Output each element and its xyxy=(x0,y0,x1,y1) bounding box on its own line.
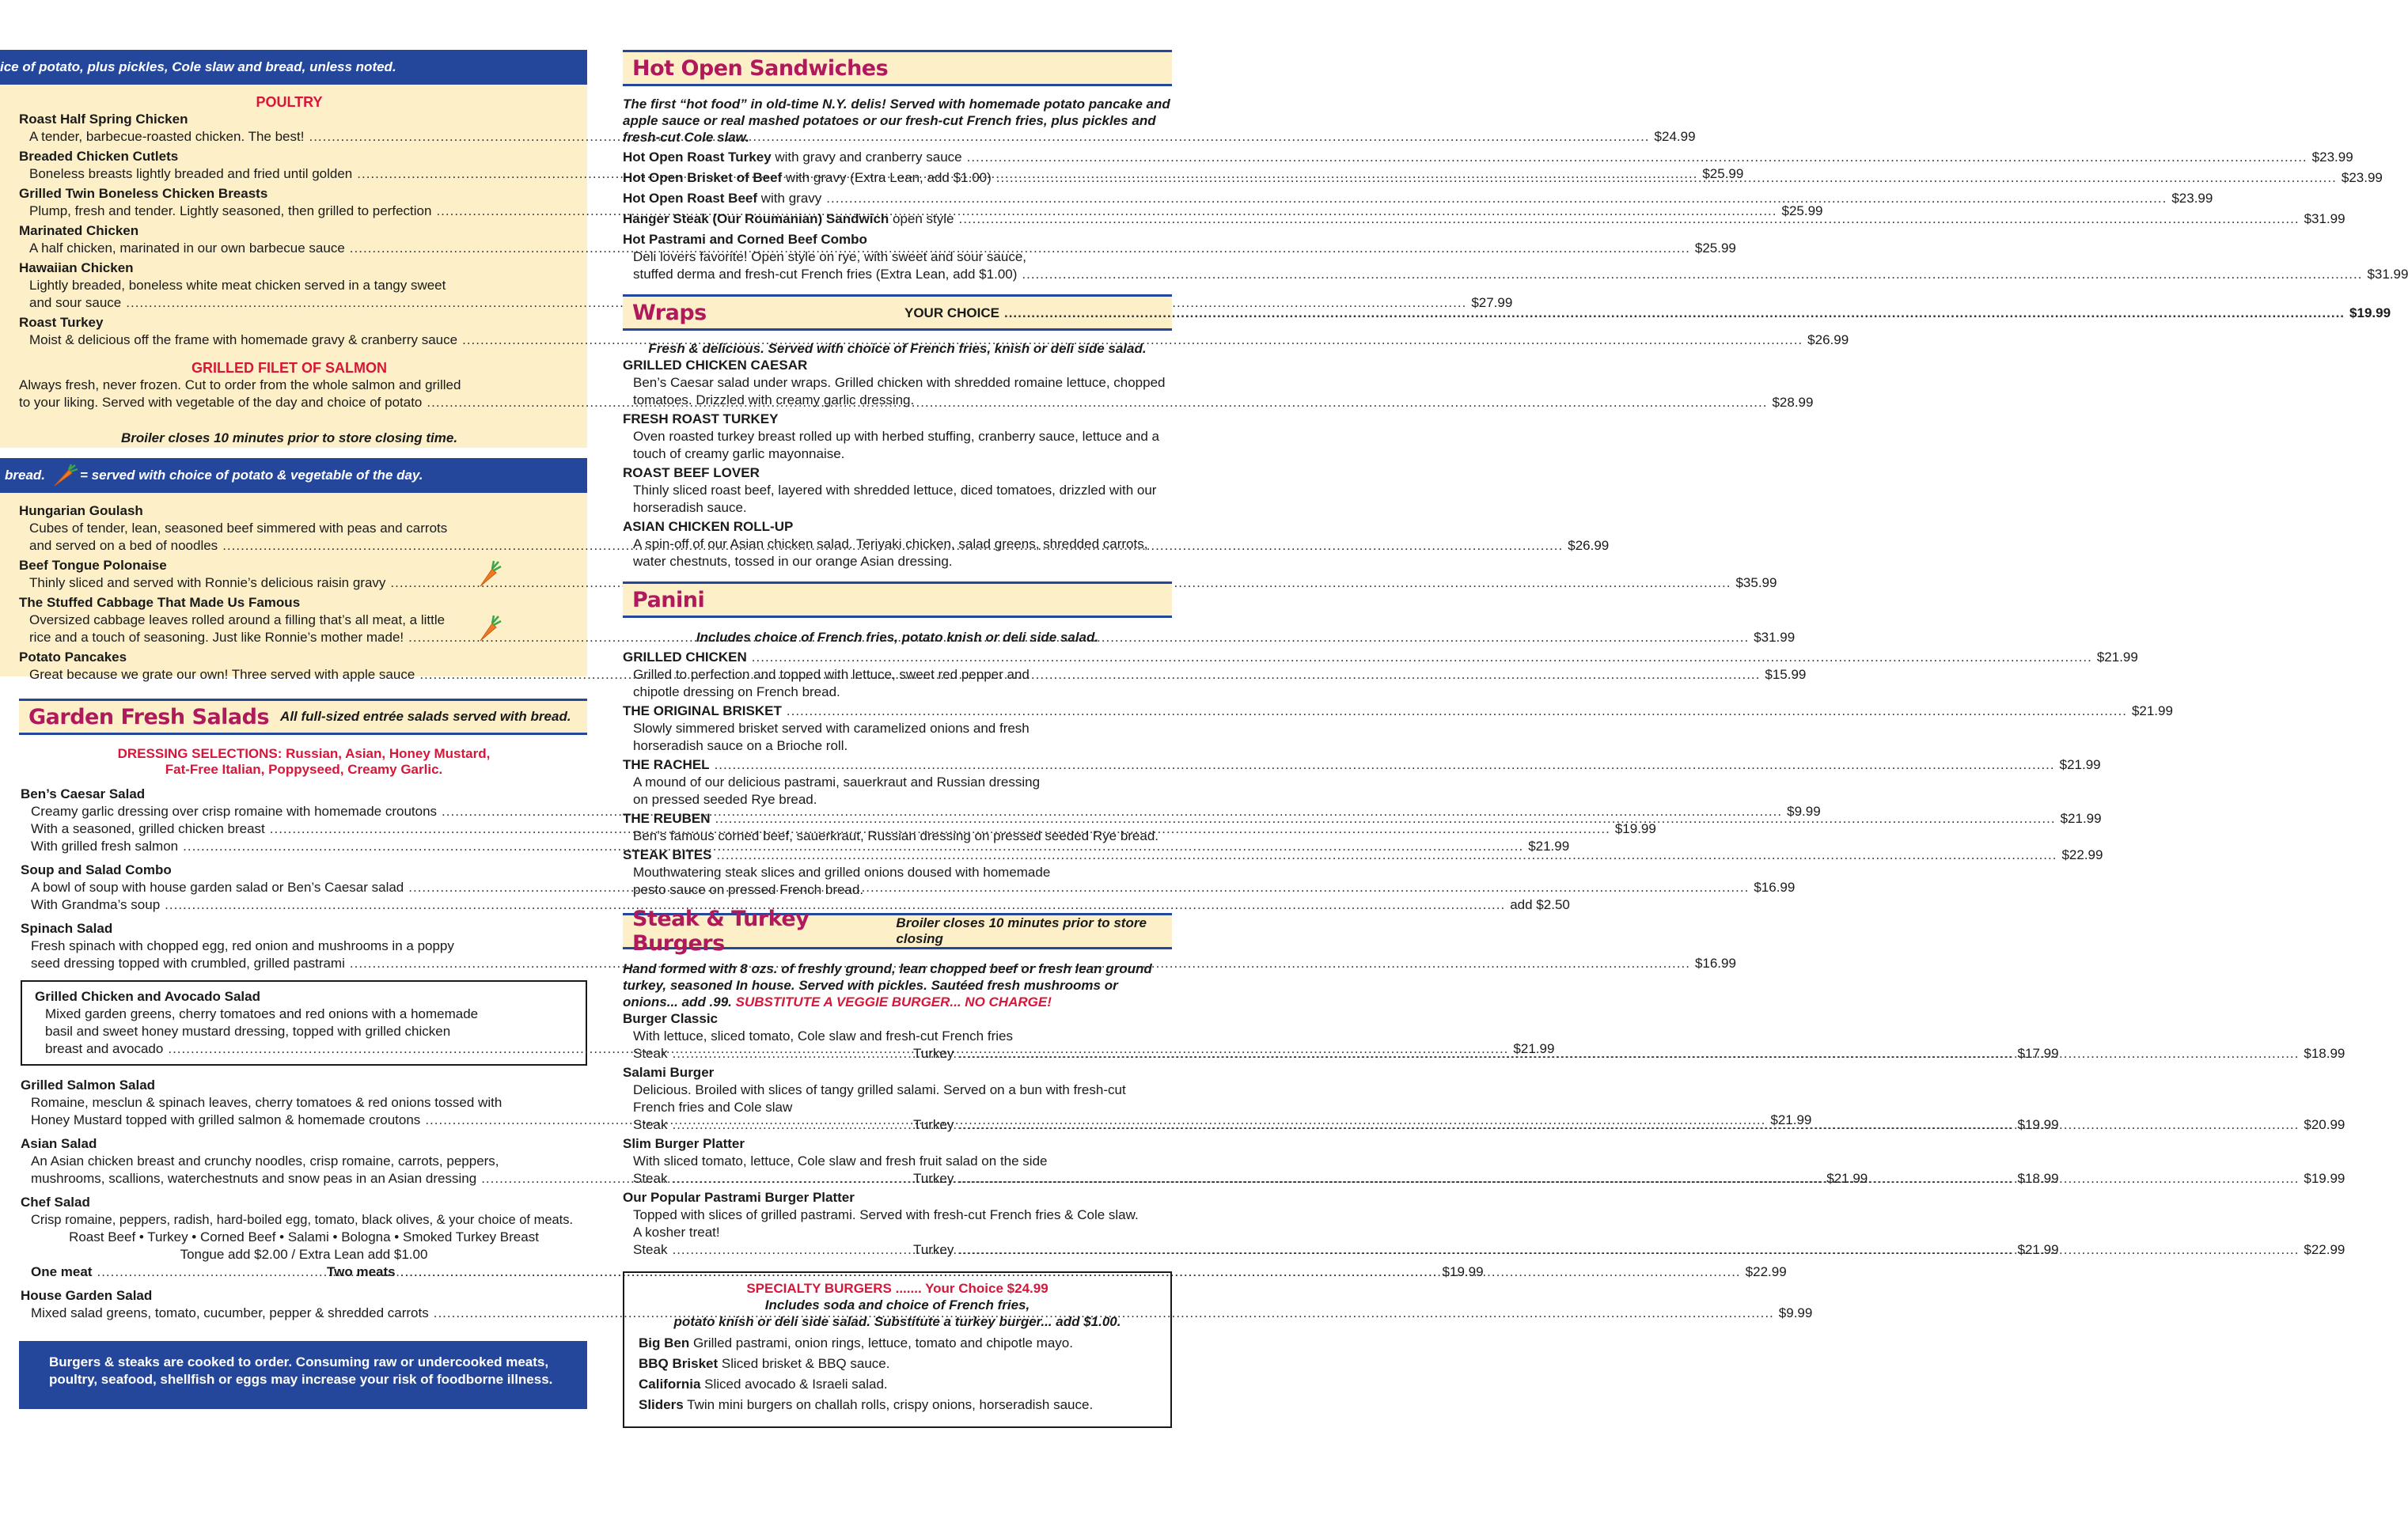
leader-dots xyxy=(1022,266,2362,283)
leader-dots xyxy=(967,149,2308,166)
specialty-intro-2: potato knish or deli side salad. Substitute a turkey burger... add $1.00. xyxy=(673,1314,1121,1329)
turkey-price: $20.99 xyxy=(2304,1117,2345,1132)
item-detail: with gravy (Extra Lean, add $1.00) xyxy=(782,170,992,185)
steak-label: Steak xyxy=(633,1046,668,1061)
leader-dots xyxy=(996,169,2337,187)
item-desc: rice and a touch of seasoning. Just like Ronnie’s mother made! xyxy=(29,630,404,645)
item-desc: tomatoes. Drizzled with creamy garlic dressing. xyxy=(633,392,915,407)
carrot-icon xyxy=(478,614,502,642)
turkey-price-row xyxy=(913,1116,2345,1134)
wraps-price: $19.99 xyxy=(2349,305,2391,320)
banner-text: ice of potato, plus pickles, Cole slaw and bread, unless noted. xyxy=(0,59,396,74)
item-name: California xyxy=(639,1377,701,1392)
item-desc: With Grandma’s soup xyxy=(31,897,161,912)
item-name: Salami Burger xyxy=(623,1065,715,1080)
burgers-intro-text: Hand formed with 8 ozs. of freshly ground, lean chopped beef or fresh lean ground turkey, seasoned In house. Served with pickles. Sautéed fresh mushrooms or onions... add .99. xyxy=(623,961,1152,1010)
item-price: $21.99 xyxy=(1770,1112,1812,1127)
specialty-list xyxy=(639,1333,1156,1415)
turkey-label: Turkey xyxy=(913,1046,954,1061)
broiler-note: Broiler closes 10 minutes prior to store closing time. xyxy=(120,430,458,445)
leader-dots xyxy=(958,1170,2299,1188)
item-name: Hawaiian Chicken xyxy=(19,260,134,275)
panini-title: Panini xyxy=(632,587,705,612)
warning-line-2: poultry, seafood, shellfish or eggs may increase your risk of foodborne illness. xyxy=(49,1372,553,1387)
leader-dots xyxy=(1004,305,2345,322)
item-name: Potato Pancakes xyxy=(19,650,127,665)
item-desc: A tender, barbecue-roasted chicken. The best! xyxy=(29,129,305,144)
item-name: Hot Open Roast Beef xyxy=(623,191,758,206)
specialty-item xyxy=(639,1333,1156,1354)
turkey-label: Turkey xyxy=(913,1242,954,1257)
two-meats-price: $22.99 xyxy=(1745,1264,1787,1279)
burger-item xyxy=(623,1189,2345,1259)
specialty-burgers-box xyxy=(623,1271,1172,1428)
banner-carrot-text: = served with choice of potato & vegetable of the day. xyxy=(80,468,423,483)
item-desc: horseradish sauce on a Brioche roll. xyxy=(633,738,848,753)
item-price: $25.99 xyxy=(1702,166,1744,181)
item-price: $25.99 xyxy=(1781,203,1823,218)
leader-dots xyxy=(826,190,2167,207)
item-name: Hot Open Roast Turkey xyxy=(623,150,772,165)
panini-intro: Includes choice of French fries, potato knish or deli side salad. xyxy=(696,630,1099,645)
food-safety-warning xyxy=(19,1341,587,1409)
item-price: $25.99 xyxy=(1694,241,1736,256)
combo-desc: Deli lovers favorite! Open style on rye, with sweet and sour sauce, xyxy=(633,249,1027,264)
item-name: Burger Classic xyxy=(623,1011,718,1026)
veggie-note: SUBSTITUTE A VEGGIE BURGER... NO CHARGE! xyxy=(735,994,1052,1010)
item-price: $21.99 xyxy=(1528,839,1570,854)
item-desc: With lettuce, sliced tomato, Cole slaw and fresh-cut French fries xyxy=(633,1028,1013,1044)
steak-price: $17.99 xyxy=(2017,1046,2059,1061)
item-price: $9.99 xyxy=(1778,1305,1813,1320)
hot-sandwiches-header xyxy=(623,50,1172,86)
item-name: Grilled Twin Boneless Chicken Breasts xyxy=(19,186,268,201)
wrap-item xyxy=(623,411,1172,463)
item-desc: Lightly breaded, boneless white meat chicken served in a tangy sweet xyxy=(29,278,446,293)
hot-intro: The first “hot food” in old-time N.Y. delis! Served with homemade potato pancake and apple sauce or real mashed potatoes or our fresh-cut French fries, plus pickles and fresh-cut Cole slaw. xyxy=(623,97,1170,145)
item-name: THE RACHEL xyxy=(623,757,710,772)
item-name: Marinated Chicken xyxy=(19,223,139,238)
item-name: Soup and Salad Combo xyxy=(21,862,172,877)
item-desc xyxy=(623,190,821,207)
one-meat-price: $19.99 xyxy=(1442,1264,1484,1279)
item-desc: An Asian chicken breast and crunchy noodles, crisp romaine, carrots, peppers, xyxy=(31,1153,499,1169)
meat-addons: Tongue add $2.00 / Extra Lean add $1.00 xyxy=(180,1247,428,1262)
leader-dots xyxy=(715,810,2056,828)
wrap-item xyxy=(623,464,1172,517)
wraps-title: Wraps xyxy=(632,300,707,325)
turkey-price-row xyxy=(913,1045,2345,1063)
item-desc: A mound of our delicious pastrami, sauerkraut and Russian dressing xyxy=(633,775,1041,790)
two-meats-label: Two meats xyxy=(327,1264,396,1279)
item-name: Roast Half Spring Chicken xyxy=(19,112,188,127)
price-row xyxy=(19,294,1513,312)
your-choice-label: YOUR CHOICE xyxy=(904,305,999,320)
item-desc: on pressed seeded Rye bread. xyxy=(633,792,817,807)
item-desc: Ben’s Caesar salad under wraps. Grilled chicken with shredded romaine lettuce, chopped xyxy=(633,375,1166,390)
item-price: $9.99 xyxy=(1787,804,1821,819)
item-desc: and served on a bed of noodles xyxy=(29,538,218,553)
item-desc: touch of creamy garlic mayonnaise. xyxy=(633,446,845,461)
item-desc: Oven roasted turkey breast rolled up with herbed stuffing, cranberry sauce, lettuce and a xyxy=(633,429,1159,444)
item-desc: seed dressing topped with crumbled, grilled pastrami xyxy=(31,956,345,971)
warning-line-1: Burgers & steaks are cooked to order. Consuming raw or undercooked meats, xyxy=(49,1354,549,1369)
item-price: $21.99 xyxy=(1513,1041,1555,1056)
burgers-title: Steak & Turkey Burgers xyxy=(632,907,810,956)
item-desc xyxy=(623,149,962,166)
item-name: Ben’s Caesar Salad xyxy=(21,786,146,801)
item-name: Beef Tongue Polonaise xyxy=(19,558,167,573)
item-price: $16.99 xyxy=(1754,880,1796,895)
item-desc: Slowly simmered brisket served with caramelized onions and fresh xyxy=(633,721,1030,736)
item-price: $23.99 xyxy=(2171,191,2213,206)
price-row xyxy=(21,896,1570,914)
item-price: $15.99 xyxy=(1765,667,1807,682)
item-desc: With a seasoned, grilled chicken breast xyxy=(31,821,265,836)
salmon-price: $28.99 xyxy=(1772,395,1814,410)
item-desc: Topped with slices of grilled pastrami. Served with fresh-cut French fries & Cole slaw. xyxy=(633,1207,1139,1222)
wrap-item xyxy=(623,518,1172,570)
turkey-label: Turkey xyxy=(913,1171,954,1186)
panini-item xyxy=(623,756,2101,809)
item-name: Asian Salad xyxy=(21,1136,97,1151)
item-price: $35.99 xyxy=(1735,575,1777,590)
leader-dots xyxy=(958,1045,2299,1063)
item-desc: French fries and Cole slaw xyxy=(633,1100,793,1115)
combo-name: Hot Pastrami and Corned Beef Combo xyxy=(623,232,867,247)
item-name: Roast Turkey xyxy=(19,315,104,330)
item-desc: A kosher treat! xyxy=(633,1225,720,1240)
item-name: FRESH ROAST TURKEY xyxy=(623,411,779,426)
item-price: $27.99 xyxy=(1471,295,1513,310)
item-desc: Honey Mustard topped with grilled salmon & homemade croutons xyxy=(31,1112,421,1127)
price-row xyxy=(623,847,2103,864)
item-desc: Mouthwatering steak slices and grilled onions doused with homemade xyxy=(633,865,1051,880)
item-desc: Mixed salad greens, tomato, cucumber, pepper & shredded carrots xyxy=(31,1305,429,1320)
item-name: Breaded Chicken Cutlets xyxy=(19,149,179,164)
item-desc: A bowl of soup with house garden salad or Ben’s Caesar salad xyxy=(31,880,404,895)
item-price: $26.99 xyxy=(1568,538,1610,553)
price-row xyxy=(623,703,2173,720)
salads-header xyxy=(19,699,587,735)
specialty-item xyxy=(639,1374,1156,1395)
item-desc: Thinly sliced and served with Ronnie’s delicious raisin gravy xyxy=(29,575,386,590)
salads-subtitle: All full-sized entrée salads served with bread. xyxy=(280,709,571,724)
item-desc: Grilled pastrami, onion rings, lettuce, tomato and chipotle mayo. xyxy=(689,1335,1073,1350)
item-price: $19.99 xyxy=(1614,821,1656,836)
item-price: $21.99 xyxy=(1826,1171,1868,1186)
item-desc: A spin-off of our Asian chicken salad. Teriyaki chicken, salad greens, shredded carrots, xyxy=(633,536,1148,551)
item-price: $21.99 xyxy=(2060,811,2102,826)
item-name: Hot Open Brisket of Beef xyxy=(623,170,783,185)
wraps-section xyxy=(623,331,1172,570)
item-price: $21.99 xyxy=(2096,650,2138,665)
combo-desc: stuffed derma and fresh-cut French fries (Extra Lean, add $1.00) xyxy=(633,267,1018,282)
item-name: ROAST BEEF LOVER xyxy=(623,465,760,480)
item-desc: Mixed garden greens, cherry tomatoes and red onions with a homemade xyxy=(45,1006,479,1021)
burger-price-row xyxy=(623,1241,2345,1259)
turkey-price: $18.99 xyxy=(2304,1046,2345,1061)
item-name: Grilled Chicken and Avocado Salad xyxy=(35,989,260,1004)
price-row xyxy=(21,955,1736,972)
item-desc: Plump, fresh and tender. Lightly seasoned, then grilled to perfection xyxy=(29,203,432,218)
item-price: add $2.50 xyxy=(1510,897,1570,912)
item-price: $21.99 xyxy=(2131,703,2173,718)
leader-dots xyxy=(716,847,2057,864)
item-price: $23.99 xyxy=(2311,150,2353,165)
item-desc: A half chicken, marinated in our own barbecue sauce xyxy=(29,241,345,256)
item-desc: Romaine, mesclun & spinach leaves, cherry tomatoes & red onions tossed with xyxy=(31,1095,502,1110)
burgers-subtitle: Broiler closes 10 minutes prior to store closing xyxy=(896,915,1147,946)
wrap-item xyxy=(623,357,1172,409)
item-name: STEAK BITES xyxy=(623,847,712,862)
item-desc: With grilled fresh salmon xyxy=(31,839,179,854)
item-name: House Garden Salad xyxy=(21,1288,153,1303)
item-desc: and sour sauce xyxy=(29,295,122,310)
steak-label: Steak xyxy=(633,1117,668,1132)
item-desc: Grilled to perfection and topped with lettuce, sweet red pepper and xyxy=(633,667,1030,682)
specialty-item xyxy=(639,1395,1156,1415)
item-name: Sliders xyxy=(639,1397,684,1412)
one-meat-label: One meat xyxy=(31,1264,93,1279)
item-desc: Oversized cabbage leaves rolled around a filling that’s all meat, a little xyxy=(29,612,446,627)
item-name: Grilled Salmon Salad xyxy=(21,1078,156,1093)
carrot-icon xyxy=(478,559,502,588)
carrot-icon xyxy=(51,464,78,487)
item-name: Our Popular Pastrami Burger Platter xyxy=(623,1190,855,1205)
combo-price: $31.99 xyxy=(2367,267,2408,282)
wraps-choice xyxy=(904,305,2391,322)
item-desc: mushrooms, scallions, waterchestnuts and snow peas in an Asian dressing xyxy=(31,1171,477,1186)
leader-dots xyxy=(752,649,2092,666)
item-desc: Fresh spinach with chopped egg, red onion and mushrooms in a poppy xyxy=(31,938,454,953)
item-name: THE REUBEN xyxy=(623,811,711,826)
item-price: $31.99 xyxy=(2304,211,2345,226)
price-row xyxy=(623,266,2408,283)
item-price: $26.99 xyxy=(1807,332,1849,347)
item-detail: with gravy xyxy=(757,191,822,206)
turkey-price: $19.99 xyxy=(2304,1171,2345,1186)
poultry-heading: POULTRY xyxy=(256,94,323,110)
item-price: $22.99 xyxy=(2061,847,2103,862)
item-desc xyxy=(623,169,992,187)
item-desc: water chestnuts, tossed in our orange Asian dressing. xyxy=(633,554,953,569)
item-desc: Moist & delicious off the frame with homemade gravy & cranberry sauce xyxy=(29,332,458,347)
hot-item xyxy=(623,149,2353,166)
item-desc: With sliced tomato, lettuce, Cole slaw and fresh fruit salad on the side xyxy=(633,1153,1048,1169)
price-row xyxy=(623,756,2101,774)
item-desc: Thinly sliced roast beef, layered with shredded lettuce, diced tomatoes, drizzled with our xyxy=(633,483,1157,498)
item-name: Spinach Salad xyxy=(21,921,113,936)
specials-banner xyxy=(0,458,587,493)
specialty-item xyxy=(639,1354,1156,1374)
burgers-list xyxy=(623,1010,2345,1259)
item-name: THE ORIGINAL BRISKET xyxy=(623,703,782,718)
item-price: $16.99 xyxy=(1694,956,1736,971)
steak-label: Steak xyxy=(633,1242,668,1257)
item-desc: horseradish sauce. xyxy=(633,500,747,515)
item-price: $23.99 xyxy=(2341,170,2383,185)
item-desc: Creamy garlic dressing over crisp romaine with homemade croutons xyxy=(31,804,438,819)
item-name: Hungarian Goulash xyxy=(19,503,143,518)
turkey-price-row xyxy=(913,1241,2345,1259)
steak-price: $21.99 xyxy=(2017,1242,2059,1257)
item-name: BBQ Brisket xyxy=(639,1356,719,1371)
price-row xyxy=(19,128,1696,146)
wraps-intro: Fresh & delicious. Served with choice of French fries, knish or deli side salad. xyxy=(648,341,1147,356)
item-desc: Boneless breasts lightly breaded and fried until golden xyxy=(29,166,353,181)
salmon-desc-2: to your liking. Served with vegetable of the day and choice of potato xyxy=(19,395,423,410)
burgers-header xyxy=(623,907,1172,956)
leader-dots xyxy=(787,703,2127,720)
item-name: Chef Salad xyxy=(21,1195,90,1210)
item-name: ASIAN CHICKEN ROLL-UP xyxy=(623,519,794,534)
meat-choices: Roast Beef • Turkey • Corned Beef • Salami • Bologna • Smoked Turkey Breast xyxy=(69,1229,539,1244)
item-name: The Stuffed Cabbage That Made Us Famous xyxy=(19,595,301,610)
item-desc: Great because we grate our own! Three served with apple sauce xyxy=(29,667,415,682)
steak-label: Steak xyxy=(633,1171,668,1186)
item-desc: chipotle dressing on French bread. xyxy=(633,684,840,699)
item-name: GRILLED CHICKEN CAESAR xyxy=(623,358,808,373)
hot-sandwiches-title: Hot Open Sandwiches xyxy=(632,55,889,81)
item-desc: breast and avocado xyxy=(45,1041,164,1056)
panini-item xyxy=(623,703,2173,755)
hot-item xyxy=(623,190,2213,207)
steak-price: $19.99 xyxy=(2017,1117,2059,1132)
item-detail: open style xyxy=(889,211,954,226)
item-desc: Ben’s famous corned beef, sauerkraut, Russian dressing on pressed seeded Rye bread. xyxy=(633,828,1159,843)
item-desc: Twin mini burgers on challah rolls, crispy onions, horseradish sauce. xyxy=(683,1397,1094,1412)
salads-title: Garden Fresh Salads xyxy=(28,704,270,729)
item-desc: Delicious. Broiled with slices of tangy grilled salami. Served on a bun with fresh-cut xyxy=(633,1082,1126,1097)
salmon-heading: GRILLED FILET OF SALMON xyxy=(192,360,387,376)
leader-dots xyxy=(715,756,2055,774)
dressing-line-2: Fat-Free Italian, Poppyseed, Creamy Garlic. xyxy=(165,762,443,777)
price-row xyxy=(623,649,2138,666)
leader-dots xyxy=(958,1116,2299,1134)
leader-dots xyxy=(958,1241,2299,1259)
turkey-price: $22.99 xyxy=(2304,1242,2345,1257)
turkey-label: Turkey xyxy=(913,1117,954,1132)
item-desc: Crisp romaine, peppers, radish, hard-boiled egg, tomato, black olives, & your choice of meats. xyxy=(31,1213,574,1227)
banner-bread-text: bread. xyxy=(5,468,46,483)
item-price: $31.99 xyxy=(1754,630,1796,645)
item-desc: basil and sweet honey mustard dressing, topped with grilled chicken xyxy=(45,1024,451,1039)
wraps-list xyxy=(623,357,1172,570)
dressing-line-1: DRESSING SELECTIONS: Russian, Asian, Honey Mustard, xyxy=(117,746,491,761)
item-desc xyxy=(623,210,954,228)
item-name: Hanger Steak (Our Roumanian) Sandwich xyxy=(623,211,889,226)
salmon-desc-1: Always fresh, never frozen. Cut to order from the whole salmon and grilled xyxy=(19,377,461,392)
item-detail: with gravy and cranberry sauce xyxy=(771,150,962,165)
item-desc: pesto sauce on pressed French bread. xyxy=(633,882,864,897)
item-name: Big Ben xyxy=(639,1335,690,1350)
panini-header xyxy=(623,581,1172,618)
steak-price: $18.99 xyxy=(2017,1171,2059,1186)
item-name: GRILLED CHICKEN xyxy=(623,650,747,665)
item-desc: Sliced avocado & Israeli salad. xyxy=(700,1377,888,1392)
specialty-intro-1: Includes soda and choice of French fries, xyxy=(764,1297,1030,1313)
item-desc: Cubes of tender, lean, seasoned beef simmered with peas and carrots xyxy=(29,521,448,536)
entree-banner xyxy=(0,50,587,85)
item-name: Slim Burger Platter xyxy=(623,1136,745,1151)
burgers-intro xyxy=(623,960,1172,1010)
leader-dots xyxy=(959,210,2300,228)
item-price: $21.99 xyxy=(2059,757,2101,772)
turkey-price-row xyxy=(913,1170,2345,1188)
specialty-heading: SPECIALTY BURGERS ....... Your Choice $24.99 xyxy=(746,1281,1049,1296)
item-desc: Sliced brisket & BBQ sauce. xyxy=(718,1356,890,1371)
item-price: $24.99 xyxy=(1654,129,1696,144)
